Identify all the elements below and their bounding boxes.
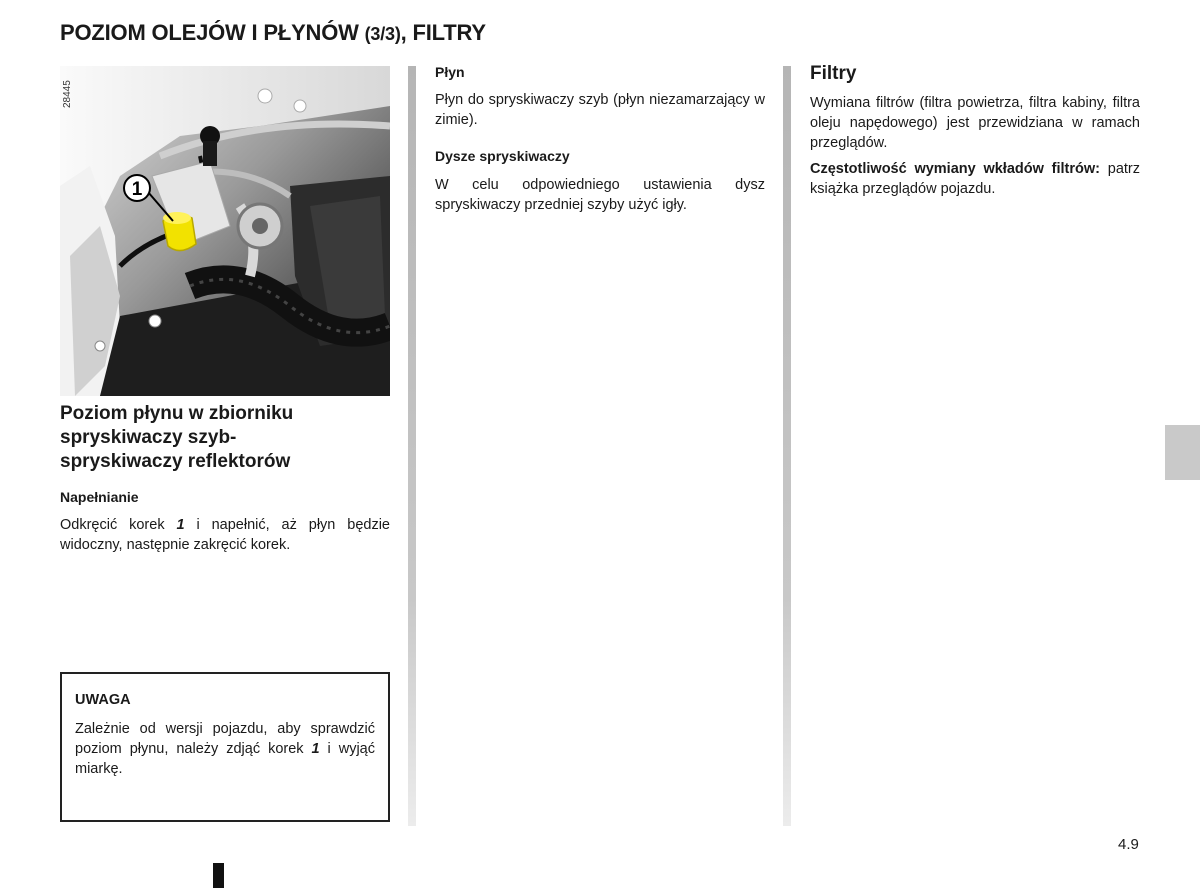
note-text-after: i wyjąć miarkę. xyxy=(75,741,375,777)
column-divider-1 xyxy=(408,66,416,826)
note-title: UWAGA xyxy=(75,692,131,708)
filling-text-before: Odkręcić korek xyxy=(60,517,177,533)
note-ref-number: 1 xyxy=(311,741,320,757)
subheading-fluid: Płyn xyxy=(435,64,465,80)
filling-instructions xyxy=(60,515,390,555)
photo-code: 28445 xyxy=(62,80,73,108)
heading-line-1: Poziom płynu w zbiorniku xyxy=(60,403,294,424)
note-text xyxy=(75,719,375,779)
engine-bay-illustration xyxy=(60,66,390,396)
filling-ref-number: 1 xyxy=(176,517,185,533)
note-box xyxy=(60,672,390,822)
filling-text-after: i napełnić, aż płyn będzie widoczny, następnie zakręcić korek. xyxy=(60,517,390,553)
filters-frequency-label: Częstotliwość wymiany wkładów filtrów: xyxy=(810,161,1100,177)
nozzles-text: W celu odpowiedniego ustawienia dysz spryskiwaczy przedniej szyby użyć igły. xyxy=(435,177,765,213)
page-title xyxy=(60,20,486,46)
page-number: 4.9 xyxy=(1118,836,1139,853)
filters-frequency xyxy=(810,159,1140,199)
callout-1-label: 1 xyxy=(131,179,143,200)
title-suffix: , FILTRY xyxy=(400,20,486,45)
engine-bay-photo xyxy=(60,66,390,396)
heading-line-3: spryskiwaczy reflektorów xyxy=(60,451,291,472)
title-main: POZIOM OLEJÓW I PŁYNÓW xyxy=(60,20,359,45)
subheading-filling: Napełnianie xyxy=(60,489,139,505)
filters-heading: Filtry xyxy=(810,63,857,84)
section-heading-washer-level xyxy=(60,402,390,474)
column-divider-2 xyxy=(783,66,791,826)
filters-text: Wymiana filtrów (filtra powietrza, filtra kabiny, filtra oleju napędowego) jest przewidziana w ramach przeglądów. xyxy=(810,95,1140,151)
subheading-nozzles: Dysze spryskiwaczy xyxy=(435,148,570,164)
filters-frequency-text: patrz książka przeglądów pojazdu. xyxy=(810,161,1140,197)
title-part: (3/3) xyxy=(364,24,401,44)
fluid-text: Płyn do spryskiwaczy szyb (płyn niezamarzający w zimie). xyxy=(435,92,765,128)
heading-line-2: spryskiwaczy szyb- xyxy=(60,427,237,448)
note-text-before: Zależnie od wersji pojazdu, aby sprawdzić poziom płynu, należy zdjąć korek xyxy=(75,721,375,757)
section-side-tab xyxy=(1165,425,1200,480)
crop-mark xyxy=(213,863,224,888)
